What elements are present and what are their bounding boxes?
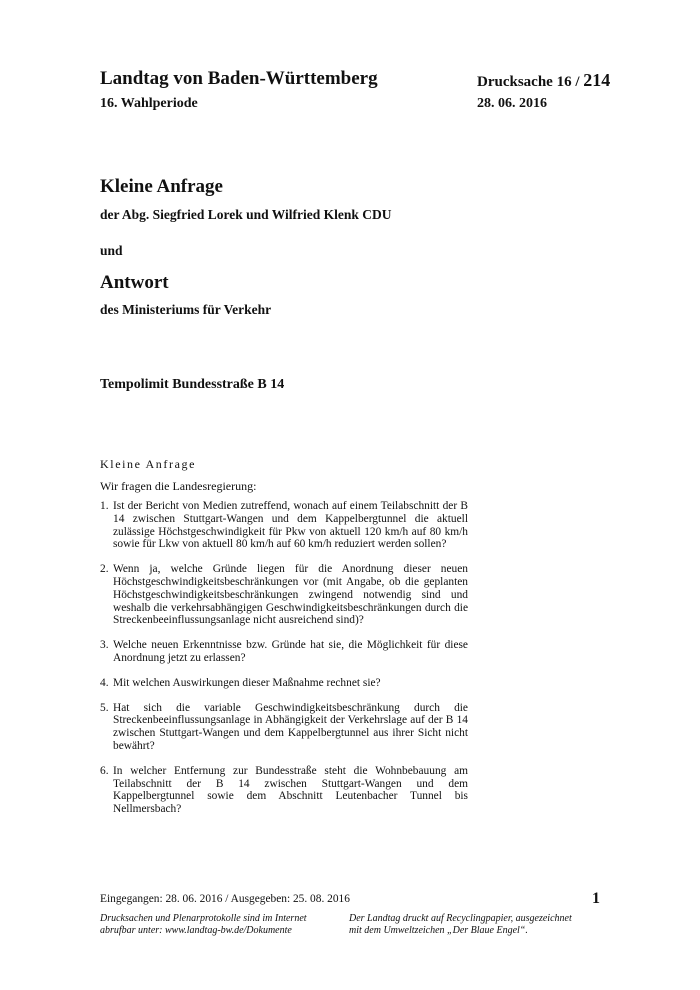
received-issued-dates: Eingegangen: 28. 06. 2016 / Ausgegeben: 25. 08. 2016 (100, 893, 350, 905)
question-number: 3. (100, 639, 109, 652)
question-item (100, 702, 468, 753)
inquiry-heading: Kleine Anfrage (100, 176, 223, 197)
question-item (100, 639, 468, 665)
question-text: Ist der Bericht von Medien zutreffend, wonach auf einem Teilabschnitt der B 14 zwischen Stuttgart-Wangen und dem Kappelbergtunnel die aktuell zulässige Höchstgeschwindigkeit für Pkw von aktuell 120 km/h auf 80 km/h sowie für Lkw von aktuell 80 km/h auf 60 km/h reduziert werden sollen? (113, 500, 468, 551)
question-text: Wenn ja, welche Gründe liegen für die Anordnung dieser neuen Höchstgeschwindigkeitsbeschränkungen vor (mit Angabe, ob die geplanten Höchstgeschwindigkeitsbeschränkungen zwingend notwendig sind und weshalb die verkehrsabhängigen Geschwindigkeitsbeschränkungen durch die Streckenbeeinflussungsanlage nicht ausreichend sind)? (113, 563, 468, 627)
question-text: Hat sich die variable Geschwindigkeitsbeschränkung durch die Streckenbeeinflussungsanlage in Abhängigkeit der Verkehrslage auf der B 14 zwischen Stuttgart-Wangen und dem Kappelbergtunnel aus ihrer Sicht nicht bewährt? (113, 701, 468, 752)
legislative-period: 16. Wahlperiode (100, 96, 198, 111)
answer-heading: Antwort (100, 272, 169, 293)
document-number-label: Drucksache 16 / (477, 74, 580, 90)
inquiry-authors: der Abg. Siegfried Lorek und Wilfried Klenk CDU (100, 207, 392, 222)
question-number: 2. (100, 563, 109, 576)
intro-text: Wir fragen die Landesregierung: (100, 479, 257, 493)
document-number (477, 70, 610, 91)
conjunction-text: und (100, 243, 123, 258)
document-number-value: 214 (583, 70, 611, 90)
question-number: 1. (100, 500, 109, 512)
question-number: 6. (100, 764, 109, 777)
question-number: 5. (100, 701, 109, 714)
question-item (100, 500, 468, 551)
question-item (100, 677, 468, 690)
question-text: In welcher Entfernung zur Bundesstraße steht die Wohnbebauung am Teilabschnitt der B 14 zwischen Stuttgart-Wangen und dem Kappelbergtunnel sowie dem Abschnitt Leutenbacher Tunnel bis Nellmersbach? (113, 764, 468, 816)
section-label: Kleine Anfrage (100, 457, 197, 471)
question-item (100, 765, 468, 816)
question-text: Welche neuen Erkenntnisse bzw. Gründe hat sie, die Möglichkeit für diese Anordnung jetzt zu erlassen? (113, 639, 468, 664)
parliament-name: Landtag von Baden-Württemberg (100, 68, 378, 89)
footer-note-internet: Drucksachen und Plenarprotokolle sind im Internet abrufbar unter: www.landtag-bw.de/Dokumente (100, 913, 307, 936)
question-list (100, 500, 468, 828)
question-item (100, 563, 468, 627)
page-number: 1 (592, 890, 600, 907)
subject-title: Tempolimit Bundesstraße B 14 (100, 377, 285, 392)
question-text: Mit welchen Auswirkungen dieser Maßnahme rechnet sie? (113, 676, 381, 689)
question-number: 4. (100, 676, 109, 689)
document-date: 28. 06. 2016 (477, 96, 547, 111)
footer-note-recycling: Der Landtag druckt auf Recyclingpapier, ausgezeichnet mit dem Umweltzeichen „Der Blaue Engel“. (349, 913, 572, 936)
answer-ministry: des Ministeriums für Verkehr (100, 302, 272, 317)
